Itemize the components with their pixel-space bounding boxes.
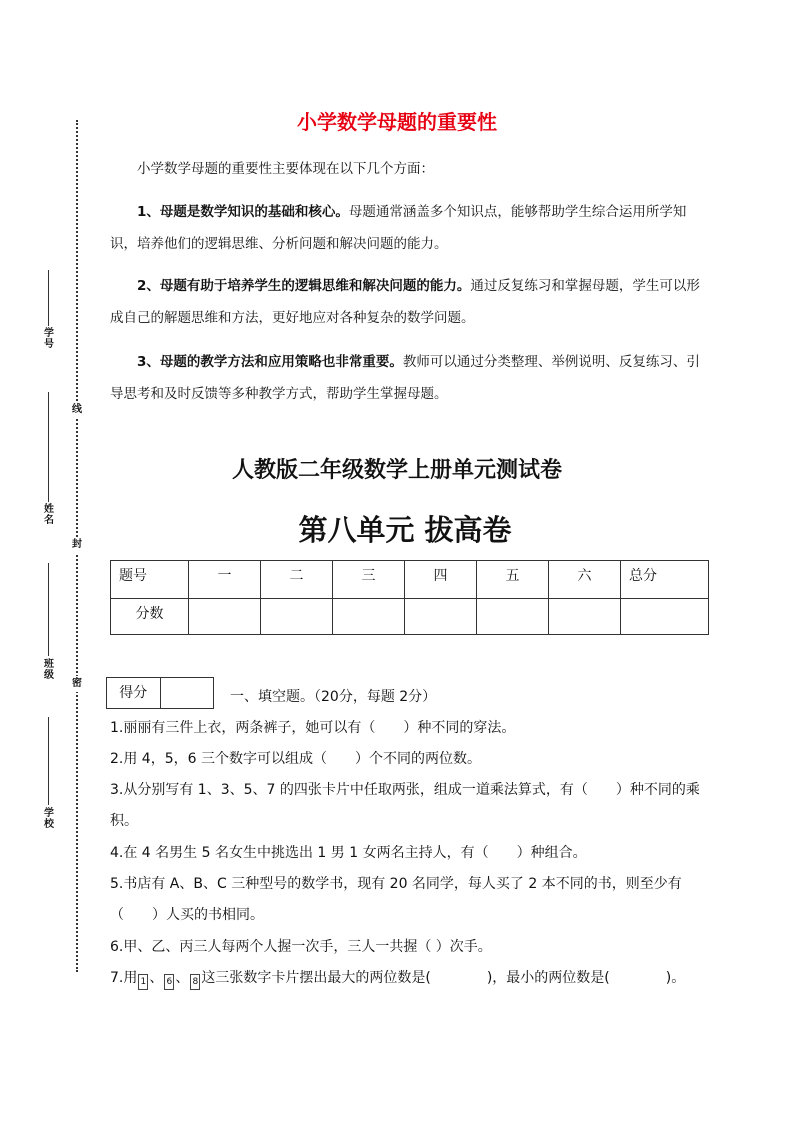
question: 4.在 4 名男生 5 名女生中挑选出 1 男 1 女两名主持人，有（ ）种组合。 bbox=[110, 845, 587, 861]
intro-point bbox=[110, 270, 710, 334]
score-cell[interactable] bbox=[405, 599, 477, 635]
fill-line bbox=[48, 270, 49, 326]
section-score-box bbox=[106, 677, 214, 709]
binding-word: 封 bbox=[69, 537, 85, 553]
question: 7.用 1 、 6 、 8 这三张数字卡片摆出最大的两位数是( )，最小的两位数是( )。 bbox=[110, 963, 710, 994]
header-cell: 二 bbox=[261, 561, 333, 599]
exam-title: 人教版二年级数学上册单元测试卷 bbox=[231, 458, 562, 483]
point-text: 母题通常涵盖多个知识点，能够帮助学生综合运用所学知识，培养他们的逻辑思维、分析问题和解决问题的能力。 bbox=[110, 204, 687, 252]
student-id-label: 学号 bbox=[44, 328, 54, 350]
score-cell[interactable] bbox=[333, 599, 405, 635]
exam-subtitle: 第八单元 拔高卷 bbox=[298, 513, 512, 547]
fill-line bbox=[48, 392, 49, 502]
point-heading: 2、母题有助于培养学生的逻辑思维和解决问题的能力。 bbox=[137, 278, 471, 294]
point-heading: 3、母题的教学方法和应用策略也非常重要。 bbox=[137, 354, 403, 370]
score-table bbox=[110, 560, 709, 635]
section-score-blank[interactable] bbox=[161, 677, 215, 709]
digit-card: 8 bbox=[190, 974, 200, 990]
section-score-label: 得分 bbox=[106, 677, 161, 709]
digit-card: 1 bbox=[138, 974, 148, 990]
question-prefix: 7.用 bbox=[110, 970, 138, 986]
digit-card: 6 bbox=[164, 974, 174, 990]
score-table-score-row bbox=[111, 599, 709, 635]
header-cell: 总分 bbox=[621, 561, 709, 599]
header-cell: 五 bbox=[477, 561, 549, 599]
score-cell[interactable] bbox=[621, 599, 709, 635]
header-cell: 六 bbox=[549, 561, 621, 599]
header-cell: 三 bbox=[333, 561, 405, 599]
score-cell[interactable] bbox=[477, 599, 549, 635]
row-label-cell: 分数 bbox=[111, 599, 189, 635]
question-suffix: 这三张数字卡片摆出最大的两位数是( )，最小的两位数是( )。 bbox=[201, 970, 686, 986]
student-id-field[interactable] bbox=[42, 270, 56, 350]
score-table-header-row bbox=[111, 561, 709, 599]
intro-point bbox=[110, 196, 710, 260]
binding-word: 密 bbox=[69, 676, 85, 692]
point-heading: 1、母题是数学知识的基础和核心。 bbox=[137, 204, 349, 220]
question: 2.用 4，5，6 三个数字可以组成（ ）个不同的两位数。 bbox=[110, 751, 481, 767]
question: 1.丽丽有三件上衣，两条裤子，她可以有（ ）种不同的穿法。 bbox=[110, 720, 516, 736]
intro-lead: 小学数学母题的重要性主要体现在以下几个方面： bbox=[137, 161, 434, 177]
score-cell[interactable] bbox=[189, 599, 261, 635]
class-field[interactable] bbox=[42, 563, 56, 683]
point-text: 通过反复练习和掌握母题，学生可以形成自己的解题思维和方法，更好地应对各种复杂的数学问题。 bbox=[110, 278, 700, 326]
header-cell: 题号 bbox=[111, 561, 189, 599]
score-cell[interactable] bbox=[549, 599, 621, 635]
name-label: 姓名 bbox=[44, 504, 54, 526]
question: 6.甲、乙、丙三人每两个人握一次手，三人一共握（ ）次手。 bbox=[110, 939, 492, 955]
header-cell: 四 bbox=[405, 561, 477, 599]
question: 5.书店有 A、B、C 三种型号的数学书，现有 20 名同学，每人买了 2 本不同的书，则至少有（ ）人买的书相同。 bbox=[110, 876, 682, 923]
school-field[interactable] bbox=[42, 717, 56, 837]
intro-title: 小学数学母题的重要性 bbox=[297, 110, 497, 134]
class-label: 班级 bbox=[44, 659, 54, 681]
fill-line bbox=[48, 717, 49, 805]
header-cell: 一 bbox=[189, 561, 261, 599]
school-label: 学校 bbox=[44, 808, 54, 830]
fill-line bbox=[48, 563, 49, 656]
question: 3.从分别写有 1、3、5、7 的四张卡片中任取两张，组成一道乘法算式，有（ ）种不同的乘积。 bbox=[110, 782, 700, 829]
binding-word: 线 bbox=[69, 402, 85, 418]
section-heading: 一、填空题。（20分，每题 2分） bbox=[230, 689, 437, 705]
intro-point bbox=[110, 346, 710, 410]
score-cell[interactable] bbox=[261, 599, 333, 635]
point-text: 教师可以通过分类整理、举例说明、反复练习、引导思考和及时反馈等多种教学方式，帮助学生掌握母题。 bbox=[110, 354, 700, 402]
